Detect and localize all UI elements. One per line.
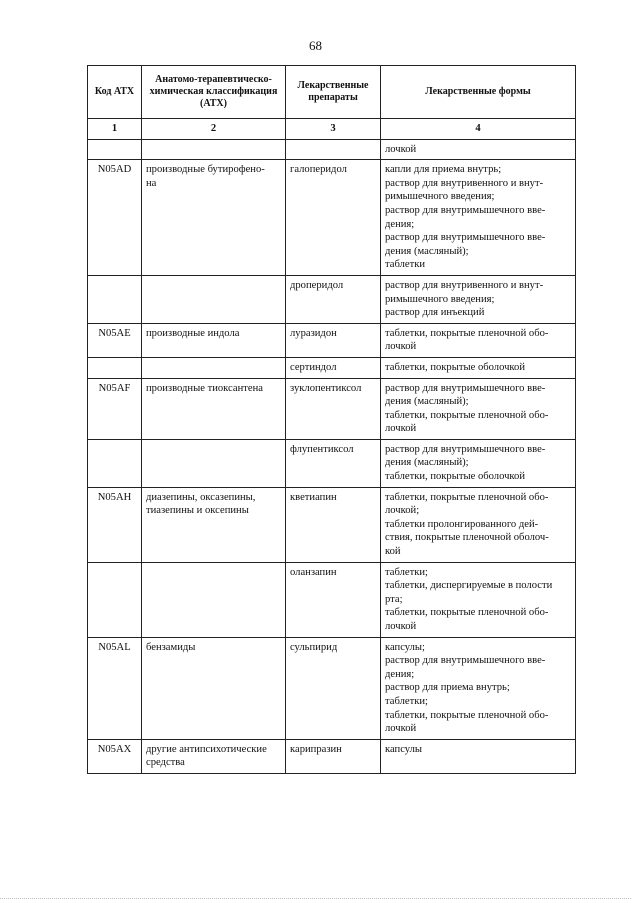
classification-line: тиазепины и оксепины: [146, 505, 249, 517]
classification-cell: [142, 275, 286, 323]
atx-code-cell: N05AX: [88, 739, 142, 773]
drug-cell: оланзапин: [286, 562, 381, 637]
atx-code-cell: [88, 439, 142, 487]
dosage-form-line: таблетки;: [385, 695, 428, 707]
header-text-line: Лекарственные: [297, 80, 369, 91]
dosage-form-line: таблетки пролонгированного дей-: [385, 518, 539, 530]
header-text-line: Код АТХ: [94, 86, 135, 97]
dosage-form-line: римышечного введения;: [385, 191, 495, 203]
dosage-form-line: капсулы;: [385, 641, 425, 653]
dosage-form-line: дения (масляный);: [385, 457, 469, 469]
drug-cell: луразидон: [286, 323, 381, 357]
dosage-forms-cell: [381, 562, 576, 637]
drug-cell: кветиапин: [286, 487, 381, 562]
classification-cell: [142, 378, 286, 439]
dosage-forms-cell: [381, 357, 576, 378]
header-code: [88, 66, 142, 119]
drug-cell: сертиндол: [286, 357, 381, 378]
dosage-form-line: лочкой: [385, 621, 417, 632]
dosage-form-line: таблетки, покрытые пленочной обо-: [385, 709, 549, 721]
header-text-line: препараты: [308, 92, 358, 103]
table-row: [88, 139, 576, 160]
column-number: 4: [381, 119, 576, 140]
atx-code-cell: N05AE: [88, 323, 142, 357]
atx-code-cell: [88, 139, 142, 160]
dosage-form-line: таблетки, покрытые оболочкой: [385, 361, 525, 373]
atx-code-cell: N05AF: [88, 378, 142, 439]
dosage-form-line: раствор для внутримышечного вве-: [385, 232, 546, 244]
atx-code-cell: [88, 562, 142, 637]
dosage-forms-cell: [381, 487, 576, 562]
dosage-form-line: таблетки, покрытые пленочной обо-: [385, 607, 549, 619]
dosage-form-line: кой: [385, 546, 401, 558]
classification-cell: [142, 739, 286, 773]
table-row: [88, 487, 576, 562]
dosage-form-line: раствор для внутримышечного вве-: [385, 443, 546, 455]
scan-edge-line: [0, 898, 631, 899]
classification-line: другие антипсихотические: [146, 743, 267, 755]
table-row: [88, 439, 576, 487]
dosage-form-line: таблетки, покрытые пленочной обо-: [385, 327, 549, 339]
table-row: [88, 637, 576, 739]
dosage-form-line: таблетки;: [385, 566, 428, 578]
dosage-form-line: ствия, покрытые пленочной оболоч-: [385, 532, 549, 544]
atx-drug-table: [87, 65, 576, 774]
dosage-forms-cell: [381, 739, 576, 773]
dosage-forms-cell: [381, 139, 576, 160]
dosage-form-line: капсулы: [385, 743, 423, 755]
dosage-form-line: лочкой: [385, 723, 417, 735]
page-number: 68: [309, 38, 322, 53]
classification-cell: [142, 160, 286, 276]
table-row: [88, 160, 576, 276]
dosage-form-line: таблетки: [385, 259, 426, 271]
classification-cell: [142, 562, 286, 637]
classification-cell: [142, 323, 286, 357]
table-row: [88, 357, 576, 378]
column-number: 1: [88, 119, 142, 140]
dosage-form-line: римышечного введения;: [385, 293, 495, 305]
header-text-line: (АТХ): [200, 98, 227, 109]
drug-cell: флупентиксол: [286, 439, 381, 487]
drug-cell: зуклопентиксол: [286, 378, 381, 439]
dosage-form-line: дения (масляный);: [385, 396, 469, 408]
classification-cell: [142, 139, 286, 160]
header-classification: [142, 66, 286, 119]
classification-line: производные индола: [146, 327, 240, 339]
drug-cell: карипразин: [286, 739, 381, 773]
dosage-forms-cell: [381, 378, 576, 439]
column-number: 2: [142, 119, 286, 140]
dosage-form-line: раствор для инъекций: [385, 307, 485, 319]
table-body: [88, 139, 576, 773]
atx-code-cell: N05AH: [88, 487, 142, 562]
classification-line: производные бутирофено-: [146, 164, 265, 176]
dosage-forms-cell: [381, 323, 576, 357]
dosage-form-line: капли для приема внутрь;: [385, 164, 502, 176]
drug-cell: галоперидол: [286, 160, 381, 276]
atx-code-cell: N05AD: [88, 160, 142, 276]
header-text-line: химическая классификация: [149, 86, 278, 97]
dosage-form-line: дения (масляный);: [385, 245, 469, 257]
dosage-forms-cell: [381, 637, 576, 739]
column-number: 3: [286, 119, 381, 140]
classification-cell: [142, 637, 286, 739]
dosage-form-line: раствор для внутримышечного вве-: [385, 382, 546, 394]
drug-cell: [286, 139, 381, 160]
dosage-form-line: дения;: [385, 218, 415, 230]
dosage-form-line: дения;: [385, 668, 415, 680]
classification-cell: [142, 439, 286, 487]
table-row: [88, 562, 576, 637]
dosage-forms-cell: [381, 439, 576, 487]
atx-code-cell: [88, 275, 142, 323]
header-text-line: Анатомо-терапевтическо-: [155, 74, 272, 85]
dosage-form-line: таблетки, покрытые пленочной обо-: [385, 409, 549, 421]
dosage-form-line: раствор для внутримышечного вве-: [385, 655, 546, 667]
atx-code-cell: [88, 357, 142, 378]
drug-cell: сульпирид: [286, 637, 381, 739]
classification-cell: [142, 357, 286, 378]
header-drugs: [286, 66, 381, 119]
classification-cell: [142, 487, 286, 562]
dosage-form-line: рта;: [385, 593, 403, 605]
dosage-form-line: лочкой: [385, 143, 417, 155]
dosage-form-line: раствор для внутривенного и внут-: [385, 279, 544, 291]
table-row: [88, 323, 576, 357]
classification-line: производные тиоксантена: [146, 382, 263, 394]
dosage-forms-cell: [381, 160, 576, 276]
dosage-form-line: таблетки, диспергируемые в полости: [385, 580, 553, 592]
table-row: [88, 275, 576, 323]
column-number-row: [88, 119, 576, 140]
dosage-form-line: раствор для внутривенного и внут-: [385, 177, 544, 189]
classification-line: диазепины, оксазепины,: [146, 491, 256, 503]
table-row: [88, 739, 576, 773]
table-header-row: [88, 66, 576, 119]
table-row: [88, 378, 576, 439]
dosage-form-line: лочкой: [385, 423, 417, 435]
dosage-forms-cell: [381, 275, 576, 323]
dosage-form-line: таблетки, покрытые оболочкой: [385, 471, 525, 483]
dosage-form-line: лочкой: [385, 341, 417, 353]
header-forms: [381, 66, 576, 119]
dosage-form-line: лочкой;: [385, 505, 420, 517]
classification-line: на: [146, 177, 157, 189]
header-text-line: Лекарственные формы: [425, 86, 531, 97]
dosage-form-line: таблетки, покрытые пленочной обо-: [385, 491, 549, 503]
dosage-form-line: раствор для внутримышечного вве-: [385, 204, 546, 216]
atx-code-cell: N05AL: [88, 637, 142, 739]
classification-line: средства: [146, 757, 185, 769]
dosage-form-line: раствор для приема внутрь;: [385, 682, 510, 694]
drug-cell: дроперидол: [286, 275, 381, 323]
classification-line: бензамиды: [146, 641, 196, 653]
